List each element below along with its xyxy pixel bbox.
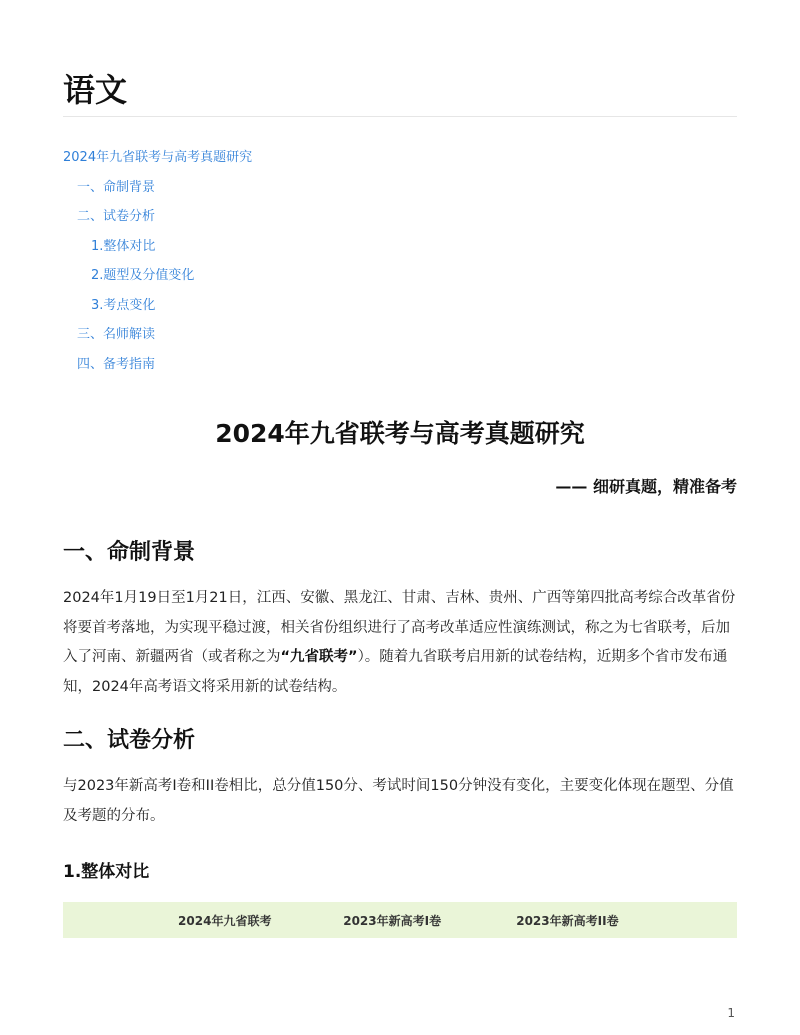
toc-item [63,325,252,355]
toc-link-test-points[interactable]: 3.考点变化 [91,297,156,313]
background-text-part1: 2024年1月19日至1月21日，江西、安徽、黑龙江、甘肃、吉林、贵州、广西等第四批高考综合改革省份将要首考落地，为实现平稳过渡，相关省份组织进行了高考改革适应性演练测试，称之为七省联考，后加入了河南、新疆两省（或者称之为 [63,590,736,665]
table-header-row [63,902,737,938]
subsection-heading-overall-comparison: 1.整体对比 [63,862,150,882]
page-title: 语文 [63,71,128,109]
toc-item [63,355,252,385]
table-header-blank [63,902,143,938]
nine-province-exam-term: “九省联考” [280,649,358,665]
table-header-cell: 2024年九省联考 [178,913,272,928]
comparison-table [63,902,737,938]
table-header-cell: 2023年新高考II卷 [516,913,619,928]
table-of-contents [63,148,252,384]
page-number: 1 [727,1006,735,1020]
background-paragraph [63,584,741,702]
toc-link-prep-guide[interactable]: 四、备考指南 [77,356,156,372]
toc-item [63,148,252,178]
table-header-blank [657,902,737,938]
toc-item [63,207,252,237]
toc-item [63,237,252,267]
section-heading-paper-analysis: 二、试卷分析 [63,728,196,753]
analysis-paragraph: 与2023年新高考I卷和II卷相比，总分值150分、考试时间150分钟没有变化，主要变化体现在题型、分值及考题的分布。 [63,778,734,824]
toc-link-question-types[interactable]: 2.题型及分值变化 [91,268,195,283]
section-heading-background: 一、命制背景 [63,540,196,565]
background-text-part2: ）。随着九省联考启用新的试卷结构，近期多个省市发布通知，2024年高考语文将采用新的试卷结构。 [63,649,728,695]
toc-link-main-title[interactable]: 2024年九省联考与高考真题研究 [63,150,253,165]
toc-link-overall-comparison[interactable]: 1.整体对比 [91,238,156,254]
toc-item [63,178,252,208]
table-header-cell: 2023年新高考I卷 [343,913,442,928]
document-subtitle: —— 细研真题，精准备考 [555,477,737,496]
toc-link-expert-interpretation[interactable]: 三、名师解读 [77,327,156,342]
toc-item [63,266,252,296]
document-title: 2024年九省联考与高考真题研究 [215,419,585,448]
title-divider [63,116,737,117]
toc-link-paper-analysis[interactable]: 二、试卷分析 [77,209,156,224]
toc-link-background[interactable]: 一、命制背景 [77,179,156,195]
toc-item [63,296,252,326]
